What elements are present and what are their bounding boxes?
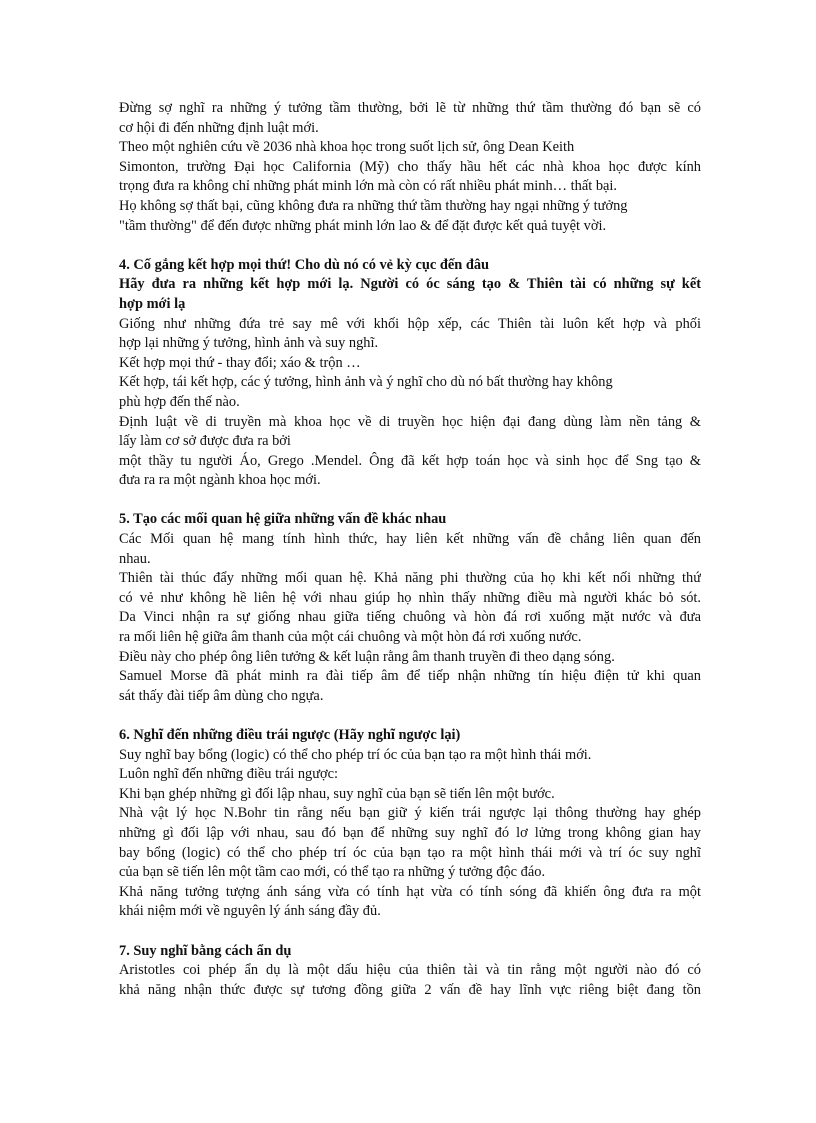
text-line: khả năng nhận thức được sự tương đồng giữa 2 vấn đề hay lĩnh vực riêng biệt đang tồn xyxy=(119,981,701,998)
text-line: Nhà vật lý học N.Bohr tin rằng nếu bạn giữ ý kiến trái ngược lại thông thường hay ghép xyxy=(119,805,701,822)
text-line: đưa ra ra một ngành khoa học mới. xyxy=(119,472,321,489)
text-line: Kết hợp mọi thứ - thay đổi; xáo & trộn … xyxy=(119,354,361,371)
paragraph-gap xyxy=(119,236,701,256)
section-7 xyxy=(119,942,701,1001)
section-heading: 4. Cố gắng kết hợp mọi thứ! Cho dù nó có vẻ kỳ cục đến đâu xyxy=(119,256,490,273)
section-heading: 6. Nghĩ đến những điều trái ngược (Hãy nghĩ ngược lại) xyxy=(119,727,461,743)
section-subheading: Hãy đưa ra những kết hợp mới lạ. Người có óc sáng tạo & Thiên tài có những sự kết xyxy=(119,276,701,293)
paragraph-gap xyxy=(119,491,701,511)
text-line: Họ không sợ thất bại, cũng không đưa ra những thứ tầm thường hay ngại những ý tưởng xyxy=(119,197,628,214)
text-line: phù hợp đến thế nào. xyxy=(119,393,240,410)
text-line: lấy làm cơ sở được đưa ra bởi xyxy=(119,433,291,450)
text-line: "tầm thường" để đến được những phát minh lớn lao & để đặt được kết quả tuyệt vời. xyxy=(119,217,607,234)
section-4 xyxy=(119,256,701,491)
text-line: khái niệm mới về nguyên lý ánh sáng đầy đủ. xyxy=(119,903,381,920)
text-line: sát thấy đài tiếp âm dùng cho ngựa. xyxy=(119,687,324,704)
text-line: Các Mối quan hệ mang tính hình thức, hay liên kết những vấn đề chẳng liên quan đến xyxy=(119,531,701,548)
document-page xyxy=(119,99,701,1000)
text-line: Samuel Morse đã phát minh ra đài tiếp âm để tiếp nhận những tín hiệu điện tử khi quan xyxy=(119,668,701,685)
section-heading: 7. Suy nghĩ bằng cách ẩn dụ xyxy=(119,942,292,959)
text-line: Điều này cho phép ông liên tưởng & kết luận rằng âm thanh truyền đi theo dạng sóng. xyxy=(119,648,615,665)
text-line: Khi bạn ghép những gì đối lập nhau, suy nghĩ của bạn sẽ tiến lên một bước. xyxy=(119,785,555,802)
text-line: Khả năng tưởng tượng ánh sáng vừa có tính hạt vừa có tính sóng đã khiến ông đưa ra một xyxy=(119,883,701,900)
text-line: Kết hợp, tái kết hợp, các ý tưởng, hình ảnh và ý nghĩ cho dù nó bất thường hay không xyxy=(119,374,613,391)
section-heading: 5. Tạo các mối quan hệ giữa những vấn đề khác nhau xyxy=(119,511,447,528)
section-5 xyxy=(119,510,701,706)
paragraph-gap xyxy=(119,706,701,726)
text-line: bay bổng (logic) có thể cho phép trí óc của bạn tạo ra một hình thái mới và trí óc suy nghĩ xyxy=(119,844,701,861)
text-line: Định luật về di truyền mà khoa học về di truyền học hiện đại đang dùng làm nền tảng & xyxy=(119,413,701,430)
text-line: cơ hội đi đến những định luật mới. xyxy=(119,119,319,136)
text-line: của bạn sẽ tiến lên một tầm cao mới, có thể tạo ra những ý tưởng độc đáo. xyxy=(119,864,546,881)
text-line: Suy nghĩ bay bổng (logic) có thể cho phép trí óc của bạn tạo ra một hình thái mới. xyxy=(119,746,592,763)
text-line: hợp lại những ý tưởng, hình ảnh và suy nghĩ. xyxy=(119,335,379,352)
paragraph-gap xyxy=(119,922,701,942)
text-line: Luôn nghĩ đến những điều trái ngược: xyxy=(119,766,339,783)
section-subheading: hợp mới lạ xyxy=(119,295,186,312)
text-line: ra mối liên hệ giữa âm thanh của một cái chuông và một hòn đá rơi xuống nước. xyxy=(119,629,582,646)
text-line: những gì đối lập với nhau, sau đó bạn để những suy nghĩ đó lơ lửng trong không gian hay xyxy=(119,824,701,841)
text-line: Simonton, trường Đại học California (Mỹ) cho thấy hầu hết các nhà khoa học được kính xyxy=(119,158,701,175)
text-line: Đừng sợ nghĩ ra những ý tưởng tầm thường, bởi lẽ từ những thứ tầm thường đó bạn sẽ có xyxy=(119,100,701,116)
text-line: nhau. xyxy=(119,550,151,567)
intro-paragraph xyxy=(119,99,701,236)
text-line: Thiên tài thúc đẩy những mối quan hệ. Khả năng phi thường của họ khi kết nối những thứ xyxy=(119,570,701,587)
text-line: có vẻ như không hề liên hệ với nhau giúp họ nhìn thấy những điều mà người khác bỏ sót. xyxy=(119,589,701,606)
section-6 xyxy=(119,726,701,922)
text-line: Theo một nghiên cứu về 2036 nhà khoa học trong suốt lịch sử, ông Dean Keith xyxy=(119,139,575,156)
text-line: Giống như những đứa trẻ say mê với khối hộp xếp, các Thiên tài luôn kết hợp và phối xyxy=(119,315,701,332)
text-line: Aristotles coi phép ẩn dụ là một dấu hiệu của thiên tài và tin rằng một người nào đó có xyxy=(119,962,701,979)
text-line: Da Vinci nhận ra sự giống nhau giữa tiếng chuông và hòn đá rơi xuống mặt nước và đưa xyxy=(119,609,701,626)
text-line: trọng đưa ra không chỉ những phát minh lớn mà còn có rất nhiều phát minh… thất bại. xyxy=(119,178,617,195)
text-line: một thầy tu người Áo, Grego .Mendel. Ông đã kết hợp toán học và sinh học để Sng tạo & xyxy=(119,452,701,469)
